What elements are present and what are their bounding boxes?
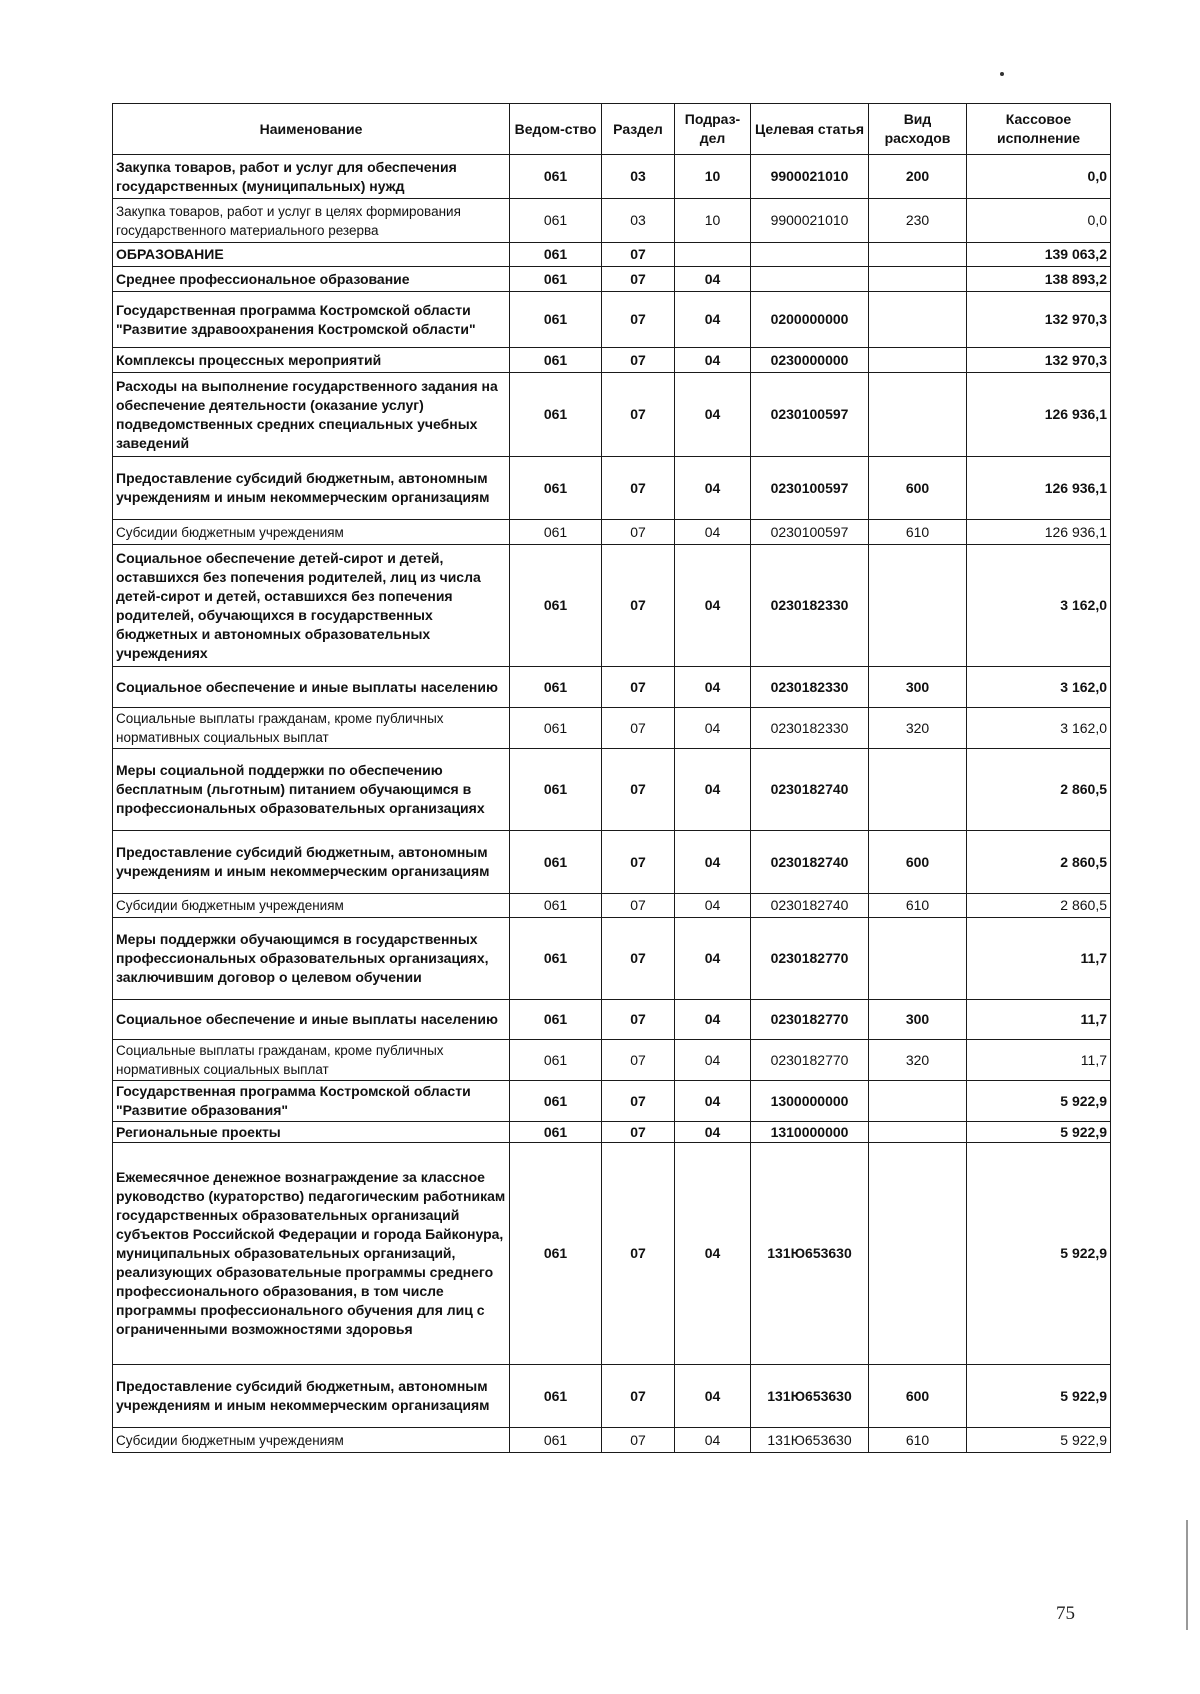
row-target-cell: 0230182770 xyxy=(751,918,869,1000)
row-dept-cell: 061 xyxy=(510,1365,602,1428)
row-subsection-cell: 04 xyxy=(675,831,751,894)
row-section-cell: 07 xyxy=(602,831,675,894)
row-target-cell: 131Ю653630 xyxy=(751,1428,869,1453)
row-name-cell: Ежемесячное денежное вознаграждение за классное руководство (кураторство) педагогическим работникам государственных образовательных организаций субъектов Российской Федерации и города Байконура, муниципальных образовательных организаций, реализующих образовательные программы среднего профессионального образования, в том числе программы профессионального обучения для лиц с ограниченными возможностями здоровья xyxy=(113,1143,510,1365)
row-name-cell: Социальное обеспечение и иные выплаты населению xyxy=(113,667,510,708)
row-name-cell: Закупка товаров, работ и услуг для обеспечения государственных (муниципальных) нужд xyxy=(113,155,510,199)
table-row xyxy=(113,1143,1111,1365)
row-dept-cell: 061 xyxy=(510,373,602,457)
row-subsection-cell: 04 xyxy=(675,1428,751,1453)
row-dept-cell: 061 xyxy=(510,243,602,267)
table-row xyxy=(113,1365,1111,1428)
row-section-cell: 07 xyxy=(602,1365,675,1428)
row-dept-cell: 061 xyxy=(510,894,602,918)
row-exptype-cell: 600 xyxy=(869,831,967,894)
table-row xyxy=(113,520,1111,545)
row-dept-cell: 061 xyxy=(510,918,602,1000)
row-exec-cell: 3 162,0 xyxy=(967,545,1111,667)
row-exptype-cell xyxy=(869,1081,967,1122)
table-row xyxy=(113,1000,1111,1040)
row-section-cell: 07 xyxy=(602,1040,675,1081)
row-name-cell: Предоставление субсидий бюджетным, автономным учреждениям и иным некоммерческим организациям xyxy=(113,457,510,520)
row-exptype-cell: 230 xyxy=(869,199,967,243)
row-exptype-cell: 610 xyxy=(869,1428,967,1453)
row-target-cell: 0200000000 xyxy=(751,292,869,348)
page-number: 75 xyxy=(1056,1603,1075,1624)
row-section-cell: 07 xyxy=(602,348,675,373)
header-exptype: Вид расходов xyxy=(869,104,967,155)
row-dept-cell: 061 xyxy=(510,1143,602,1365)
row-target-cell: 0230182770 xyxy=(751,1040,869,1081)
row-dept-cell: 061 xyxy=(510,1428,602,1453)
row-name-cell: Социальные выплаты гражданам, кроме публичных нормативных социальных выплат xyxy=(113,1040,510,1081)
row-section-cell: 07 xyxy=(602,708,675,749)
row-name-cell: Закупка товаров, работ и услуг в целях формирования государственного материального резерва xyxy=(113,199,510,243)
row-section-cell: 07 xyxy=(602,267,675,292)
row-target-cell: 0230182770 xyxy=(751,1000,869,1040)
header-section: Раздел xyxy=(602,104,675,155)
row-dept-cell: 061 xyxy=(510,667,602,708)
table-row xyxy=(113,348,1111,373)
row-section-cell: 07 xyxy=(602,457,675,520)
row-target-cell: 9900021010 xyxy=(751,199,869,243)
row-section-cell: 07 xyxy=(602,1428,675,1453)
table-row xyxy=(113,199,1111,243)
header-dept: Ведом-ство xyxy=(510,104,602,155)
scan-edge-line xyxy=(1186,1520,1188,1630)
row-exec-cell: 2 860,5 xyxy=(967,831,1111,894)
row-section-cell: 07 xyxy=(602,243,675,267)
row-exec-cell: 132 970,3 xyxy=(967,292,1111,348)
row-subsection-cell: 04 xyxy=(675,667,751,708)
row-subsection-cell: 04 xyxy=(675,292,751,348)
row-name-cell: Региональные проекты xyxy=(113,1122,510,1143)
row-section-cell: 07 xyxy=(602,749,675,831)
row-exec-cell: 0,0 xyxy=(967,155,1111,199)
row-exptype-cell xyxy=(869,267,967,292)
row-dept-cell: 061 xyxy=(510,348,602,373)
row-name-cell: Социальное обеспечение детей-сирот и детей, оставшихся без попечения родителей, лиц из числа детей-сирот и детей, оставшихся без попечения родителей, обучающихся в государственных бюджетных и автономных образовательных учреждениях xyxy=(113,545,510,667)
table-row xyxy=(113,292,1111,348)
row-dept-cell: 061 xyxy=(510,520,602,545)
row-exptype-cell: 300 xyxy=(869,1000,967,1040)
row-name-cell: Социальные выплаты гражданам, кроме публичных нормативных социальных выплат xyxy=(113,708,510,749)
table-row xyxy=(113,373,1111,457)
row-dept-cell: 061 xyxy=(510,1081,602,1122)
row-subsection-cell: 04 xyxy=(675,373,751,457)
table-row xyxy=(113,708,1111,749)
row-subsection-cell: 04 xyxy=(675,1081,751,1122)
row-dept-cell: 061 xyxy=(510,267,602,292)
row-name-cell: Меры поддержки обучающимся в государственных профессиональных образовательных организациях, заключившим договор о целевом обучении xyxy=(113,918,510,1000)
row-exec-cell: 3 162,0 xyxy=(967,708,1111,749)
row-subsection-cell: 04 xyxy=(675,267,751,292)
row-section-cell: 07 xyxy=(602,520,675,545)
row-subsection-cell: 04 xyxy=(675,457,751,520)
row-subsection-cell: 04 xyxy=(675,749,751,831)
row-subsection-cell: 04 xyxy=(675,520,751,545)
table-row xyxy=(113,243,1111,267)
row-exptype-cell: 300 xyxy=(869,667,967,708)
table-row xyxy=(113,749,1111,831)
row-exptype-cell: 600 xyxy=(869,457,967,520)
table-row xyxy=(113,155,1111,199)
row-target-cell: 0230182740 xyxy=(751,831,869,894)
row-exptype-cell: 600 xyxy=(869,1365,967,1428)
row-exec-cell: 0,0 xyxy=(967,199,1111,243)
scan-speck xyxy=(1000,72,1004,76)
row-name-cell: Меры социальной поддержки по обеспечению бесплатным (льготным) питанием обучающимся в профессиональных образовательных организациях xyxy=(113,749,510,831)
row-section-cell: 07 xyxy=(602,373,675,457)
row-section-cell: 07 xyxy=(602,894,675,918)
row-name-cell: Субсидии бюджетным учреждениям xyxy=(113,894,510,918)
table-row xyxy=(113,545,1111,667)
row-subsection-cell: 10 xyxy=(675,199,751,243)
table-row xyxy=(113,1428,1111,1453)
row-subsection-cell: 04 xyxy=(675,708,751,749)
row-dept-cell: 061 xyxy=(510,155,602,199)
row-section-cell: 07 xyxy=(602,1081,675,1122)
row-dept-cell: 061 xyxy=(510,1122,602,1143)
row-target-cell: 131Ю653630 xyxy=(751,1365,869,1428)
row-exec-cell: 5 922,9 xyxy=(967,1081,1111,1122)
row-name-cell: Субсидии бюджетным учреждениям xyxy=(113,520,510,545)
row-exec-cell: 2 860,5 xyxy=(967,894,1111,918)
row-name-cell: Социальное обеспечение и иные выплаты населению xyxy=(113,1000,510,1040)
row-dept-cell: 061 xyxy=(510,199,602,243)
table-row xyxy=(113,1081,1111,1122)
table-row xyxy=(113,1122,1111,1143)
row-exec-cell: 5 922,9 xyxy=(967,1143,1111,1365)
row-target-cell: 1310000000 xyxy=(751,1122,869,1143)
row-exec-cell: 126 936,1 xyxy=(967,520,1111,545)
row-target-cell xyxy=(751,267,869,292)
row-subsection-cell: 10 xyxy=(675,155,751,199)
row-exptype-cell: 610 xyxy=(869,894,967,918)
row-exec-cell: 11,7 xyxy=(967,1000,1111,1040)
row-subsection-cell xyxy=(675,243,751,267)
row-target-cell: 0230000000 xyxy=(751,348,869,373)
row-target-cell: 0230182330 xyxy=(751,708,869,749)
row-subsection-cell: 04 xyxy=(675,894,751,918)
row-exptype-cell xyxy=(869,918,967,1000)
row-dept-cell: 061 xyxy=(510,831,602,894)
row-exec-cell: 126 936,1 xyxy=(967,457,1111,520)
table-row xyxy=(113,457,1111,520)
row-exptype-cell xyxy=(869,348,967,373)
row-exec-cell: 138 893,2 xyxy=(967,267,1111,292)
header-subsection: Подраз-дел xyxy=(675,104,751,155)
row-exptype-cell xyxy=(869,545,967,667)
row-exec-cell: 11,7 xyxy=(967,1040,1111,1081)
row-section-cell: 07 xyxy=(602,918,675,1000)
row-dept-cell: 061 xyxy=(510,749,602,831)
row-exec-cell: 2 860,5 xyxy=(967,749,1111,831)
row-exptype-cell: 200 xyxy=(869,155,967,199)
row-subsection-cell: 04 xyxy=(675,1000,751,1040)
row-exec-cell: 132 970,3 xyxy=(967,348,1111,373)
row-section-cell: 03 xyxy=(602,155,675,199)
header-name: Наименование xyxy=(113,104,510,155)
row-target-cell: 9900021010 xyxy=(751,155,869,199)
row-subsection-cell: 04 xyxy=(675,545,751,667)
row-exec-cell: 11,7 xyxy=(967,918,1111,1000)
row-section-cell: 07 xyxy=(602,1000,675,1040)
table-row xyxy=(113,1040,1111,1081)
row-subsection-cell: 04 xyxy=(675,1143,751,1365)
row-section-cell: 07 xyxy=(602,667,675,708)
row-target-cell: 0230182740 xyxy=(751,749,869,831)
row-exptype-cell: 320 xyxy=(869,1040,967,1081)
row-section-cell: 07 xyxy=(602,292,675,348)
row-dept-cell: 061 xyxy=(510,457,602,520)
row-name-cell: Государственная программа Костромской области "Развитие образования" xyxy=(113,1081,510,1122)
row-name-cell: Комплексы процессных мероприятий xyxy=(113,348,510,373)
row-exptype-cell xyxy=(869,292,967,348)
row-name-cell: Государственная программа Костромской области "Развитие здравоохранения Костромской области" xyxy=(113,292,510,348)
table-row xyxy=(113,267,1111,292)
row-target-cell: 0230182330 xyxy=(751,667,869,708)
row-exec-cell: 139 063,2 xyxy=(967,243,1111,267)
row-subsection-cell: 04 xyxy=(675,1365,751,1428)
header-exec: Кассовое исполнение xyxy=(967,104,1111,155)
row-name-cell: Среднее профессиональное образование xyxy=(113,267,510,292)
table-row xyxy=(113,894,1111,918)
row-target-cell: 0230182330 xyxy=(751,545,869,667)
table-row xyxy=(113,831,1111,894)
row-exptype-cell xyxy=(869,243,967,267)
row-exec-cell: 5 922,9 xyxy=(967,1365,1111,1428)
row-name-cell: Предоставление субсидий бюджетным, автономным учреждениям и иным некоммерческим организациям xyxy=(113,831,510,894)
budget-table xyxy=(112,103,1111,1453)
row-dept-cell: 061 xyxy=(510,1040,602,1081)
table-header-row xyxy=(113,104,1111,155)
header-target: Целевая статья xyxy=(751,104,869,155)
row-exec-cell: 126 936,1 xyxy=(967,373,1111,457)
row-target-cell: 1300000000 xyxy=(751,1081,869,1122)
row-dept-cell: 061 xyxy=(510,545,602,667)
row-exptype-cell: 610 xyxy=(869,520,967,545)
row-exptype-cell xyxy=(869,749,967,831)
row-dept-cell: 061 xyxy=(510,1000,602,1040)
row-section-cell: 03 xyxy=(602,199,675,243)
row-target-cell: 0230100597 xyxy=(751,457,869,520)
row-subsection-cell: 04 xyxy=(675,1122,751,1143)
row-target-cell: 131Ю653630 xyxy=(751,1143,869,1365)
row-section-cell: 07 xyxy=(602,1122,675,1143)
row-target-cell: 0230182740 xyxy=(751,894,869,918)
row-target-cell: 0230100597 xyxy=(751,373,869,457)
row-section-cell: 07 xyxy=(602,1143,675,1365)
row-name-cell: Предоставление субсидий бюджетным, автономным учреждениям и иным некоммерческим организациям xyxy=(113,1365,510,1428)
row-name-cell: ОБРАЗОВАНИЕ xyxy=(113,243,510,267)
row-exptype-cell xyxy=(869,1122,967,1143)
row-target-cell xyxy=(751,243,869,267)
row-section-cell: 07 xyxy=(602,545,675,667)
row-exptype-cell xyxy=(869,1143,967,1365)
row-target-cell: 0230100597 xyxy=(751,520,869,545)
table-body xyxy=(113,155,1111,1453)
row-dept-cell: 061 xyxy=(510,708,602,749)
row-name-cell: Субсидии бюджетным учреждениям xyxy=(113,1428,510,1453)
table-row xyxy=(113,918,1111,1000)
row-exptype-cell xyxy=(869,373,967,457)
row-subsection-cell: 04 xyxy=(675,918,751,1000)
row-exec-cell: 3 162,0 xyxy=(967,667,1111,708)
row-name-cell: Расходы на выполнение государственного задания на обеспечение деятельности (оказание услуг) подведомственных средних специальных учебных заведений xyxy=(113,373,510,457)
row-exec-cell: 5 922,9 xyxy=(967,1428,1111,1453)
budget-table-container xyxy=(112,103,1110,1453)
row-exptype-cell: 320 xyxy=(869,708,967,749)
table-row xyxy=(113,667,1111,708)
row-subsection-cell: 04 xyxy=(675,348,751,373)
row-subsection-cell: 04 xyxy=(675,1040,751,1081)
row-exec-cell: 5 922,9 xyxy=(967,1122,1111,1143)
row-dept-cell: 061 xyxy=(510,292,602,348)
